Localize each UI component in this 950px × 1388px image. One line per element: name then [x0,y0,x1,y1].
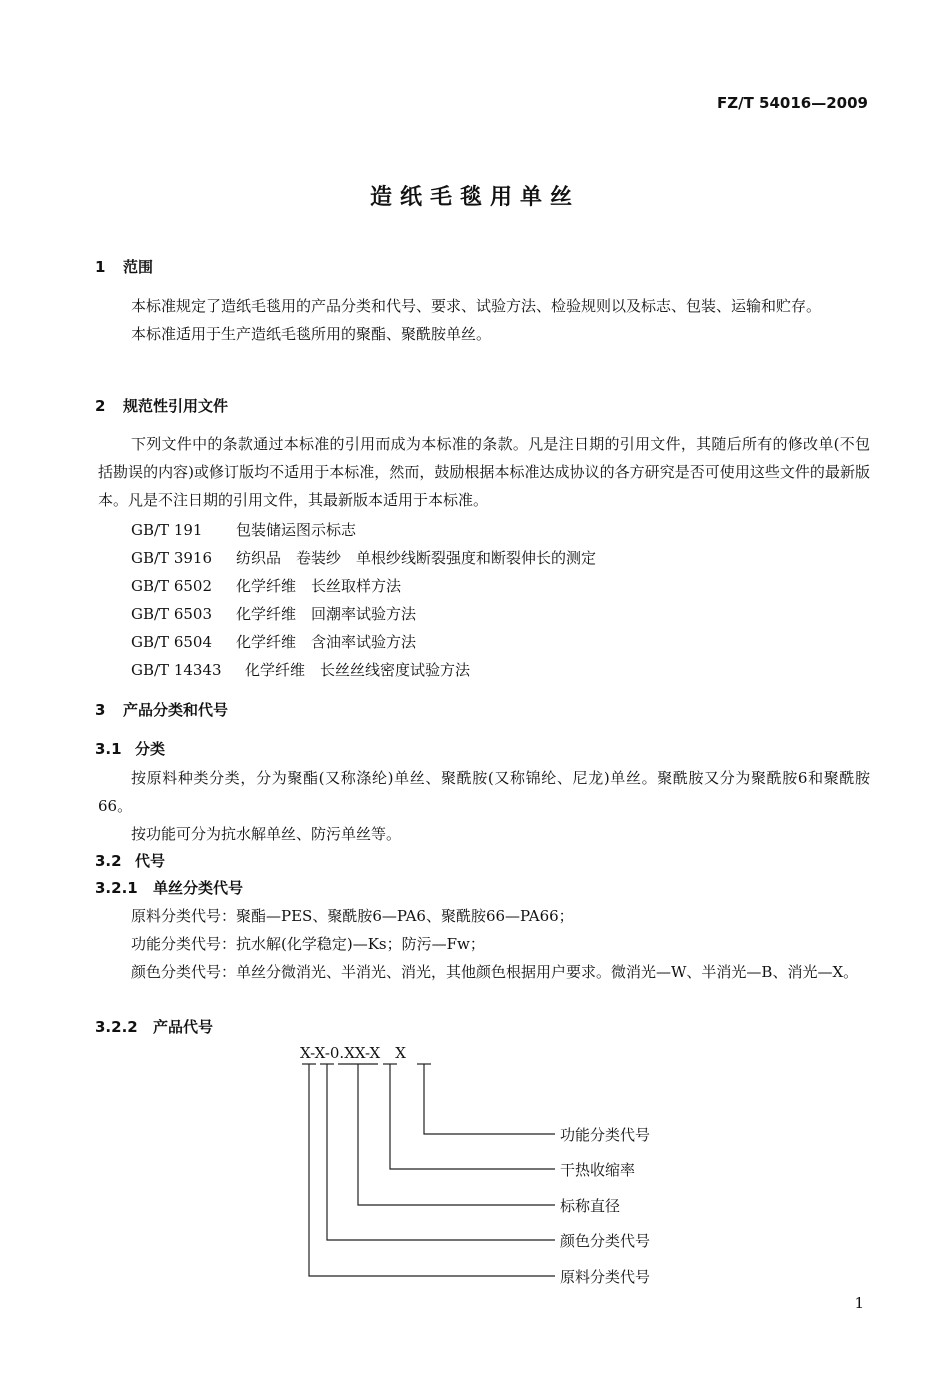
diagram-label-color: 颜色分类代号 [560,1232,651,1250]
section-title: 产品代号 [153,1018,214,1036]
reference-code: GB/T 6502 [131,577,213,595]
section-number: 3 [95,701,106,719]
product-code-formula: X-X-0.XX-X X [300,1044,406,1062]
section-number: 2 [95,397,106,415]
reference-title: 包装储运图示标志 [236,521,357,539]
reference-code: GB/T 6504 [131,633,213,651]
standard-number: FZ/T 54016—2009 [717,94,868,112]
diagram-label-function: 功能分类代号 [560,1126,651,1144]
section-number: 3.1 [95,740,122,758]
paragraph: 颜色分类代号：单丝分微消光、半消光、消光，其他颜色根据用户要求。微消光—W、半消光—B、消光—X。 [131,963,859,981]
leader-line-shrinkage [390,1064,555,1169]
section-title: 范围 [123,258,154,276]
document-title: 造纸毛毯用单丝 [369,185,580,210]
section-number: 3.2 [95,852,122,870]
section-title: 代号 [135,852,166,870]
reference-title: 化学纤维 长丝丝线密度试验方法 [245,661,471,679]
section-title: 规范性引用文件 [123,397,229,415]
reference-title: 纺织品 卷装纱 单根纱线断裂强度和断裂伸长的测定 [236,549,597,567]
diagram-label-diameter: 标称直径 [560,1197,621,1215]
leader-line-color [327,1064,555,1240]
reference-title: 化学纤维 含油率试验方法 [236,633,417,651]
section-number: 3.2.1 [95,879,138,897]
leader-line-function [424,1064,555,1134]
section-title: 分类 [135,740,166,758]
page-number: 1 [854,1294,864,1312]
reference-code: GB/T 14343 [131,661,222,679]
leader-line-material [309,1064,555,1276]
paragraph: 按功能可分为抗水解单丝、防污单丝等。 [131,825,402,843]
paragraph: 本标准规定了造纸毛毯用的产品分类和代号、要求、试验方法、检验规则以及标志、包装、运输和贮存。 [131,297,822,315]
paragraph: 下列文件中的条款通过本标准的引用而成为本标准的条款。凡是注日期的引用文件，其随后所有的修改单(不包括勘误的内容)或修订版均不适用于本标准，然而，鼓励根据本标准达成协议的各方研究是否可使用这些文件的最新版本。凡是不注日期的引用文件，其最新版本适用于本标准。 [98,435,870,509]
paragraph: 按原料种类分类，分为聚酯(又称涤纶)单丝、聚酰胺(又称锦纶、尼龙)单丝。聚酰胺又分为聚酰胺6和聚酰胺66。 [98,769,870,815]
reference-code: GB/T 191 [131,521,203,539]
reference-title: 化学纤维 长丝取样方法 [236,577,402,595]
diagram-label-material: 原料分类代号 [560,1268,651,1286]
reference-code: GB/T 6503 [131,605,213,623]
paragraph: 本标准适用于生产造纸毛毯所用的聚酯、聚酰胺单丝。 [131,325,492,343]
section-number: 3.2.2 [95,1018,138,1036]
section-number: 1 [95,258,106,276]
section-title: 单丝分类代号 [153,879,244,897]
paragraph: 功能分类代号：抗水解(化学稳定)—Ks；防污—Fw； [131,935,485,953]
section-title: 产品分类和代号 [123,701,229,719]
reference-code: GB/T 3916 [131,549,213,567]
paragraph: 原料分类代号：聚酯—PES、聚酰胺6—PA6、聚酰胺66—PA66； [131,907,574,925]
reference-title: 化学纤维 回潮率试验方法 [236,605,417,623]
diagram-label-shrinkage: 干热收缩率 [560,1161,636,1179]
